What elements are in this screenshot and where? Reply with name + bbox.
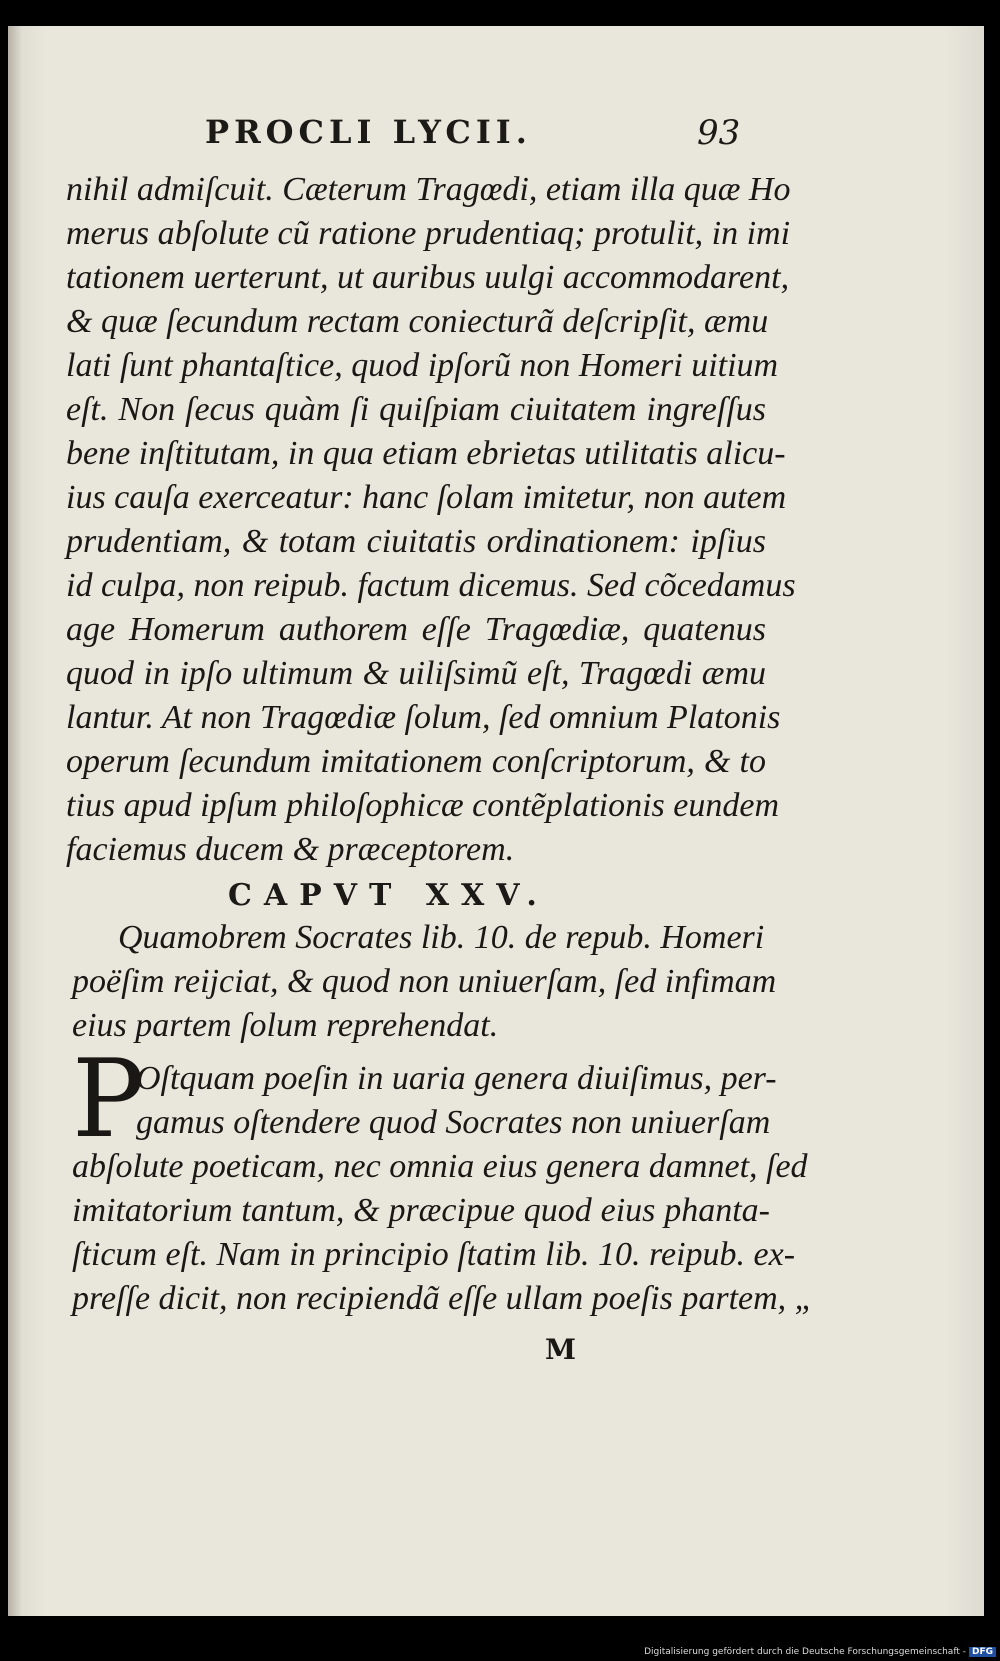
text-line: ſticum eſt. Nam in principio ſtatim lib. 10. reipub. ex- <box>72 1236 796 1273</box>
text-line: quod in ipſo ultimum & uiliſsimũ eſt, Tragœdi æmu <box>66 655 766 692</box>
text-line: lantur. At non Tragœdiæ ſolum, ſed omnium Platonis <box>66 699 781 736</box>
credit-text: Digitalisierung gefördert durch die Deutsche Forschungsgemeinschaft - <box>644 1647 966 1657</box>
dfg-logo: DFG <box>969 1647 996 1657</box>
text-line: Oſtquam poeſin in uaria genera diuiſimus, per- <box>136 1060 777 1097</box>
text-line: tius apud ipſum philoſophicæ contẽplationis eundem <box>66 787 780 824</box>
text-line: imitatorium tantum, & præcipue quod eius phanta- <box>72 1192 770 1229</box>
text-line: ius cauſa exerceatur: hanc ſolam imitetur, non autem <box>66 479 787 516</box>
text-line: merus abſolute cũ ratione prudentiaq; protulit, in imi <box>66 215 791 252</box>
text-line: operum ſecundum imitationem conſcriptorum, & to <box>66 743 766 780</box>
text-line: faciemus ducem & præceptorem. <box>66 831 515 868</box>
summary-line: Quamobrem Socrates lib. 10. de repub. Homeri <box>118 919 765 956</box>
text-line: eſt. Non ſecus quàm ſi quiſpiam ciuitatem ingreſſus <box>66 391 766 428</box>
page-number: 93 <box>697 113 741 153</box>
paragraph-2 <box>72 1057 814 1321</box>
text-line: age Homerum authorem eſſe Tragœdiæ, quatenus <box>66 611 766 648</box>
text-line: bene inſtitutam, in qua etiam ebrietas utilitatis alicu- <box>66 435 786 472</box>
text-line: prudentiam, & totam ciuitatis ordinationem: ipſius <box>66 523 766 560</box>
text-line: lati ſunt phantaſtice, quod ipſorũ non Homeri uitium <box>66 347 779 384</box>
text-line: gamus oſtendere quod Socrates non uniuerſam <box>136 1104 771 1141</box>
catchword: M <box>545 1333 576 1366</box>
chapter-heading: CAPVT XXV. <box>228 878 549 913</box>
text-line: nihil admiſcuit. Cæterum Tragœdi, etiam illa quæ Ho <box>66 171 791 208</box>
chapter-summary <box>72 916 777 1048</box>
summary-line: poëſim reijciat, & quod non uniuerſam, ſed infimam <box>72 963 777 1000</box>
text-line: preſſe dicit, non recipiendã eſſe ullam poeſis partem, „ <box>72 1280 814 1317</box>
page-gutter-shadow <box>8 26 22 1616</box>
drop-cap: P <box>72 1037 145 1162</box>
paragraph-1 <box>66 168 796 872</box>
text-line: abſolute poeticam, nec omnia eius genera damnet, ſed <box>72 1148 808 1185</box>
text-line: tationem uerterunt, ut auribus uulgi accommodarent, <box>66 259 790 296</box>
text-line: & quæ ſecundum rectam coniecturã deſcripſit, æmu <box>66 303 769 340</box>
summary-line: eius partem ſolum reprehendat. <box>72 1007 499 1044</box>
digitization-credit <box>644 1647 996 1657</box>
running-head: PROCLI LYCII. <box>205 113 532 151</box>
text-line: id culpa, non reipub. factum dicemus. Sed cõcedamus <box>66 567 796 604</box>
